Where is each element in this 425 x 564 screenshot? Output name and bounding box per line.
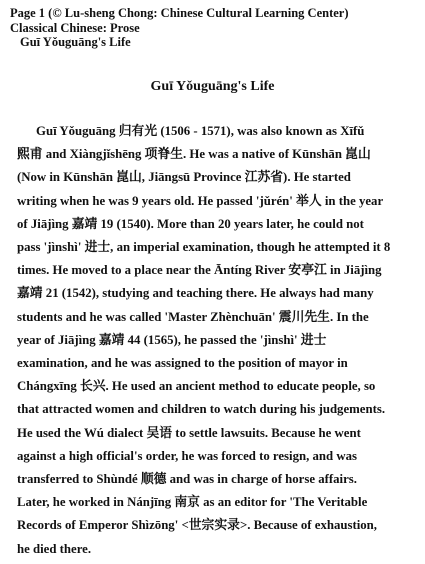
paragraph-line: examination, and he was assigned to the position of mayor in <box>17 356 348 371</box>
paragraph-line: He used the Wú dialect 吴语 to settle lawsuits. Because he went <box>17 425 361 440</box>
paragraph-line: Guī Yǒuguāng 归有光 (1506 - 1571), was also known as Xīfǔ <box>36 124 365 138</box>
paragraph-line: that attracted women and children to watch during his judgements. <box>17 402 386 417</box>
paragraph-line: 熙甫 and Xiàngjǐshēng 项脊生. He was a native of Kūnshān 崑山 <box>17 147 371 162</box>
paragraph-line: writing when he was 9 years old. He passed 'jǔrén' 举人 in the year <box>17 193 384 208</box>
header-subject-line: Guī Yǒuguāng's Life <box>20 35 131 49</box>
paragraph-line: he died there. <box>17 541 92 556</box>
paragraph-line: against a high official's order, he was forced to resign, and was <box>17 448 357 463</box>
paragraph-line: of Jiājìng 嘉靖 19 (1540). More than 20 years later, he could not <box>17 216 364 231</box>
paragraph-line: Later, he worked in Nánjīng 南京 as an editor for 'The Veritable <box>17 495 368 510</box>
paragraph-line: students and he was called 'Master Zhènchuān' 震川先生. In the <box>17 309 369 324</box>
paragraph-line: times. He moved to a place near the Āntíng River 安亭江 in Jiājìng <box>17 263 382 278</box>
paragraph-line: (Now in Kūnshān 崑山, Jiāngsū Province 江苏省). He started <box>17 170 351 185</box>
page-title: Guī Yǒuguāng's Life <box>150 79 275 94</box>
header-copyright-line: Page 1 (© Lu-sheng Chong: Chinese Cultural Learning Center) <box>10 6 349 20</box>
page-header <box>10 6 349 50</box>
paragraph-line: pass 'jìnshì' 进士, an imperial examination, though he attempted it 8 <box>17 240 391 255</box>
paragraph-line: 嘉靖 21 (1542), studying and teaching there. He always had many <box>17 286 374 301</box>
paragraph-line: year of Jiājìng 嘉靖 44 (1565), he passed the 'jìnshì' 进士 <box>17 332 327 347</box>
paragraph-line: transferred to Shùndé 顺德 and was in charge of horse affairs. <box>17 472 357 487</box>
biography-paragraph <box>17 120 409 561</box>
paragraph-line: Chángxīng 长兴. He used an ancient method to educate people, so <box>17 379 376 394</box>
paragraph-line: Records of Emperor Shìzōng' <世宗实录>. Because of exhaustion, <box>17 518 377 533</box>
header-category-line: Classical Chinese: Prose <box>10 20 140 35</box>
